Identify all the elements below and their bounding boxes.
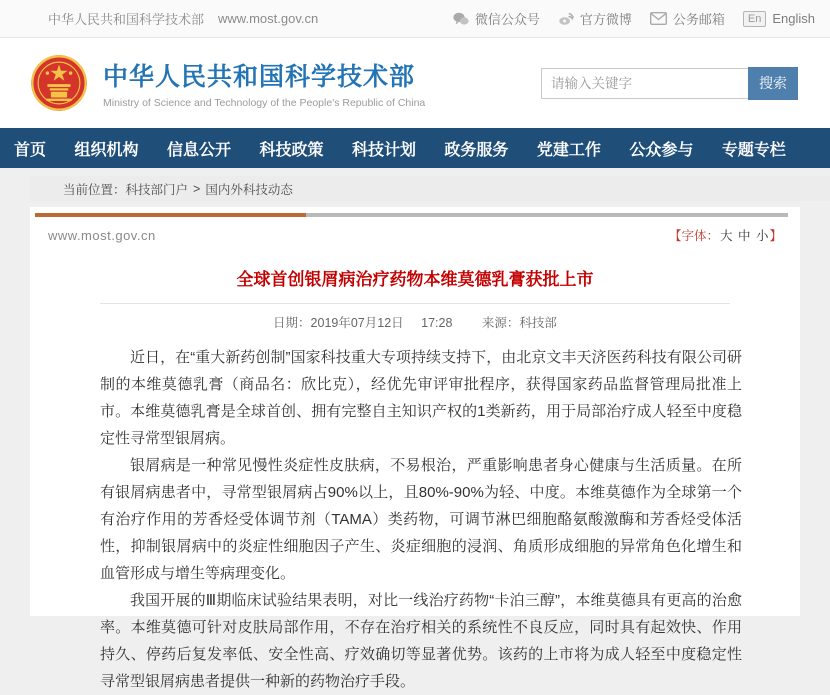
top-border-accent bbox=[35, 213, 306, 217]
weibo-icon bbox=[558, 12, 574, 26]
mail-icon bbox=[650, 12, 667, 25]
article-dateline bbox=[30, 313, 800, 331]
article-paragraph: 银屑病是一种常见慢性炎症性皮肤病，不易根治，严重影响患者身心健康与生活质量。在所有银屑病患者中，寻常型银屑病占90%以上，且80%-90%为轻、中度。本维莫德作为全球第一个有治疗作用的芳香烃受体调节剂（TAMA）类药物，可调节淋巴细胞酪氨酸激酶和芳香烃受体活性，抑制银屑病中的炎症性细胞因子产生、炎症细胞的浸润、角质形成细胞的异常角色化增生和血管形成与增生等病理变化。 bbox=[100, 457, 742, 582]
nav-item-public-participation[interactable]: 公众参与 bbox=[629, 141, 694, 159]
nav-item-party-building[interactable]: 党建工作 bbox=[536, 141, 601, 159]
article-paragraph: 近日，在“重大新药创制”国家科技重大专项持续支持下，由北京文丰天济医药科技有限公司研制的本维莫德乳膏（商品名：欣比克），经优先审评审批程序，获得国家药品监督管理局批准上市。本维莫德乳膏是全球首创、拥有完整自主知识产权的1类新药，用于局部治疗成人轻至中度稳定性寻常型银屑病。 bbox=[100, 349, 742, 447]
breadcrumb-portal-link[interactable]: 科技部门户 bbox=[125, 182, 189, 197]
english-link[interactable] bbox=[743, 11, 815, 27]
fontsize-widget bbox=[669, 226, 782, 244]
weibo-link[interactable] bbox=[558, 9, 632, 28]
topbar-links bbox=[453, 9, 815, 28]
english-label: English bbox=[772, 11, 815, 26]
weibo-label: 官方微博 bbox=[579, 12, 632, 27]
national-emblem-logo bbox=[30, 54, 88, 112]
card-top-border bbox=[35, 213, 788, 217]
site-search bbox=[541, 67, 798, 100]
topbar-site-identity bbox=[48, 9, 318, 28]
title-divider bbox=[100, 303, 730, 304]
article-date: 日期：2019年07月12日 bbox=[273, 316, 404, 330]
mail-link[interactable] bbox=[650, 9, 725, 28]
ministry-brand[interactable] bbox=[30, 54, 425, 112]
nav-item-sci-tech-policy[interactable]: 科技政策 bbox=[259, 141, 324, 159]
nav-item-organization[interactable]: 组织机构 bbox=[74, 141, 139, 159]
wechat-link[interactable] bbox=[453, 9, 540, 28]
fontsize-large-button[interactable]: 大 bbox=[719, 229, 733, 243]
mail-label: 公务邮箱 bbox=[672, 12, 725, 27]
fontsize-suffix: 】 bbox=[769, 229, 782, 243]
article-source: 来源：科技部 bbox=[481, 316, 557, 330]
main-navigation bbox=[0, 128, 830, 168]
nav-item-info-disclosure[interactable]: 信息公开 bbox=[166, 141, 231, 159]
fontsize-medium-button[interactable]: 中 bbox=[737, 229, 751, 243]
nav-item-sci-tech-programs[interactable]: 科技计划 bbox=[351, 141, 416, 159]
article-title: 全球首创银屑病治疗药物本维莫德乳膏获批上市 bbox=[236, 270, 594, 289]
search-input[interactable] bbox=[541, 68, 748, 99]
masthead bbox=[0, 38, 830, 128]
breadcrumb-wrap bbox=[30, 176, 830, 201]
wechat-label: 微信公众号 bbox=[474, 12, 540, 27]
ministry-name-en: Ministry of Science and Technology of the People's Republic of China bbox=[103, 97, 426, 109]
search-button[interactable]: 搜索 bbox=[748, 67, 798, 100]
top-utility-bar bbox=[0, 0, 830, 38]
breadcrumb bbox=[30, 176, 830, 201]
breadcrumb-separator: > bbox=[193, 181, 201, 196]
wechat-icon bbox=[453, 12, 469, 26]
fontsize-prefix: 【字体： bbox=[668, 229, 719, 243]
breadcrumb-current: 国内外科技动态 bbox=[205, 182, 293, 197]
site-url: www.most.gov.cn bbox=[218, 11, 319, 26]
nav-item-special-topics[interactable]: 专题专栏 bbox=[721, 141, 786, 159]
ministry-names bbox=[103, 57, 425, 109]
watermark-url: www.most.gov.cn bbox=[48, 227, 156, 243]
article-body bbox=[30, 331, 800, 695]
article-card bbox=[30, 207, 800, 690]
ministry-name-cn: 中华人民共和国科学技术部 bbox=[103, 63, 416, 91]
site-name: 中华人民共和国科学技术部 bbox=[48, 12, 205, 27]
breadcrumb-label: 当前位置： bbox=[63, 182, 126, 197]
card-header-row bbox=[30, 217, 800, 244]
fontsize-small-button[interactable]: 小 bbox=[755, 229, 769, 243]
top-border-rest bbox=[306, 213, 788, 217]
nav-item-home[interactable]: 首页 bbox=[14, 141, 47, 159]
en-icon: En bbox=[743, 11, 766, 27]
nav-item-gov-services[interactable]: 政务服务 bbox=[444, 141, 509, 159]
article-time: 17:28 bbox=[421, 316, 453, 330]
article-paragraph: 我国开展的Ⅲ期临床试验结果表明，对比一线治疗药物“卡泊三醇”，本维莫德具有更高的治愈率。本维莫德可针对皮肤局部作用，不存在治疗相关的系统性不良反应，同时具有起效快、作用持久、停药后复发率低、安全性高、疗效确切等显著优势。该药的上市将为成人轻至中度稳定性寻常型银屑病患者提供一种新的药物治疗手段。 bbox=[100, 592, 742, 690]
